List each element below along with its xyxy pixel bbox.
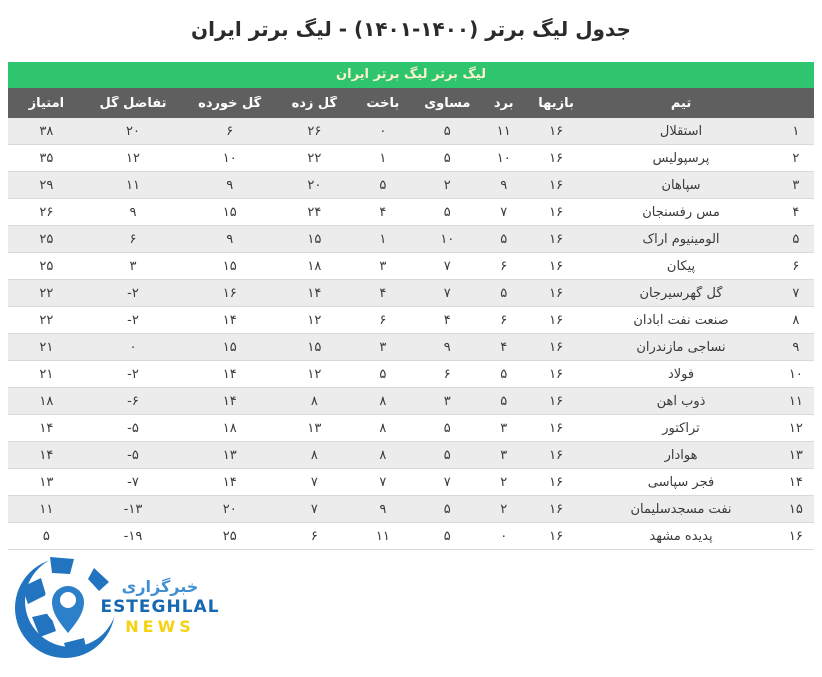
wins-cell: ۵ [500,393,508,409]
goals-against-cell: ۱۴ [222,366,237,382]
goal-diff-cell: ۲۰ [126,123,140,139]
draws-cell: ۳ [443,393,451,409]
goals-for-cell: ۸ [310,447,318,463]
points-cell: ۱۴ [39,447,54,463]
goals-for-cell: ۸ [310,393,318,409]
goals-for-cell: ۱۵ [307,231,322,247]
played-cell: ۱۶ [549,285,564,301]
team-name-cell: فولاد [667,366,695,382]
rank-cell: ۱۰ [788,366,803,382]
col-goal-diff-header: تفاضل گل [99,95,167,111]
col-goals-for-header: گل زده [291,95,338,111]
logo-agency-label: خبرگزاری [121,577,199,596]
goal-diff-cell: -۵ [127,447,139,463]
table-row [8,145,814,172]
points-cell: ۱۳ [39,474,54,490]
losses-cell: ۰ [379,123,387,139]
table-row [8,253,814,280]
table-row [8,496,814,523]
draws-cell: ۵ [443,123,451,139]
draws-cell: ۹ [443,339,451,355]
wins-cell: ۱۰ [496,150,511,166]
goals-against-cell: ۱۰ [222,150,237,166]
team-name-cell: ذوب آهن [656,393,706,409]
team-name-cell: پیکان [666,258,696,274]
losses-cell: ۵ [379,366,387,382]
goals-for-cell: ۱۸ [307,258,322,274]
played-cell: ۱۶ [549,258,564,274]
goal-diff-cell: ۹ [129,204,137,220]
rank-cell: ۳ [792,177,800,193]
wins-cell: ۰ [500,528,508,544]
goals-against-cell: ۱۴ [222,393,237,409]
goals-for-cell: ۱۲ [307,312,322,328]
goals-for-cell: ۱۳ [307,420,322,436]
wins-cell: ۱۱ [496,123,511,139]
col-goals-against-header: گل خورده [198,95,262,111]
played-cell: ۱۶ [549,474,564,490]
draws-cell: ۵ [443,501,451,517]
wins-cell: ۴ [500,339,508,355]
goals-against-cell: ۱۴ [222,474,237,490]
team-name-cell: صنعت نفت آبادان [633,312,729,328]
table-row [8,226,814,253]
table-body [8,118,814,550]
goals-against-cell: ۱۸ [222,420,237,436]
team-name-cell: هوادار [664,447,698,463]
played-cell: ۱۶ [549,393,564,409]
played-cell: ۱۶ [549,501,564,517]
goals-for-cell: ۲۶ [307,123,322,139]
team-name-cell: فجر سپاسی [647,474,715,490]
team-name-cell: استقلال [659,123,703,139]
goal-diff-cell: -۶ [127,393,139,409]
rank-cell: ۹ [792,339,800,355]
points-cell: ۱۱ [39,501,54,517]
table-row [8,361,814,388]
losses-cell: ۸ [379,420,387,436]
points-cell: ۲۵ [39,258,54,274]
wins-cell: ۳ [500,447,508,463]
losses-cell: ۷ [379,474,387,490]
goals-for-cell: ۱۲ [307,366,322,382]
losses-cell: ۳ [379,339,387,355]
goal-diff-cell: -۱۹ [123,528,143,544]
wins-cell: ۶ [500,258,508,274]
draws-cell: ۵ [443,447,451,463]
draws-cell: ۴ [443,312,451,328]
rank-cell: ۱۲ [788,420,803,436]
goals-against-cell: ۶ [226,123,234,139]
goals-for-cell: ۲۰ [307,177,322,193]
col-draws-header: مساوی [424,95,471,111]
rank-cell: ۱۵ [788,501,803,517]
points-cell: ۲۱ [39,339,54,355]
goals-against-cell: ۹ [226,177,234,193]
wins-cell: ۹ [500,177,508,193]
played-cell: ۱۶ [549,366,564,382]
rank-cell: ۲ [792,150,800,166]
standings-table [8,88,814,550]
goals-against-cell: ۱۵ [222,204,237,220]
wins-cell: ۲ [500,474,508,490]
draws-cell: ۵ [443,420,451,436]
logo-text-block [90,577,230,637]
losses-cell: ۸ [379,447,387,463]
goals-against-cell: ۱۴ [222,312,237,328]
goals-for-cell: ۲۴ [307,204,322,220]
losses-cell: ۶ [379,312,387,328]
draws-cell: ۵ [443,150,451,166]
team-name-cell: نفت مسجدسلیمان [630,501,732,517]
goal-diff-cell: ۱۱ [126,177,140,193]
col-points-header: امتیاز [28,95,65,111]
losses-cell: ۱۱ [375,528,390,544]
wins-cell: ۶ [500,312,508,328]
table-row [8,118,814,145]
news-agency-logo [12,555,242,665]
table-row [8,523,814,550]
col-played-header: بازیها [538,95,574,111]
table-header-row [8,88,814,118]
points-cell: ۲۱ [39,366,54,382]
points-cell: ۲۲ [39,312,54,328]
rank-cell: ۱ [792,123,800,139]
team-name-cell: مس رفسنجان [642,204,720,220]
points-cell: ۱۸ [39,393,54,409]
col-wins-header: برد [493,95,514,111]
wins-cell: ۳ [500,420,508,436]
team-name-cell: تراکتور [662,420,700,436]
team-name-cell: پرسپولیس [652,150,710,166]
team-name-cell: پدیده مشهد [649,528,713,544]
table-row [8,442,814,469]
wins-cell: ۵ [500,285,508,301]
goals-for-cell: ۷ [310,474,318,490]
table-row [8,172,814,199]
points-cell: ۳۵ [39,150,54,166]
points-cell: ۳۸ [39,123,54,139]
draws-cell: ۵ [443,528,451,544]
rank-cell: ۱۶ [788,528,803,544]
goals-against-cell: ۲۰ [222,501,237,517]
points-cell: ۲۵ [39,231,54,247]
goals-for-cell: ۱۴ [307,285,322,301]
goals-against-cell: ۱۵ [222,339,237,355]
points-cell: ۲۹ [39,177,54,193]
played-cell: ۱۶ [549,447,564,463]
points-cell: ۲۲ [39,285,54,301]
losses-cell: ۳ [379,258,387,274]
draws-cell: ۱۰ [440,231,455,247]
goals-for-cell: ۲۲ [307,150,322,166]
points-cell: ۲۶ [39,204,54,220]
draws-cell: ۶ [443,366,451,382]
table-row [8,199,814,226]
goal-diff-cell: -۱۳ [123,501,143,517]
goal-diff-cell: ۶ [129,231,137,247]
team-name-cell: سپاهان [661,177,701,193]
losses-cell: ۵ [379,177,387,193]
goal-diff-cell: -۲ [127,366,139,382]
draws-cell: ۷ [443,258,451,274]
goals-against-cell: ۱۳ [222,447,237,463]
logo-news-label: NEWS [125,617,195,636]
wins-cell: ۵ [500,366,508,382]
league-banner: لیگ برتر لیگ برتر ایران [8,62,814,88]
goal-diff-cell: -۵ [127,420,139,436]
rank-cell: ۶ [792,258,800,274]
rank-cell: ۷ [792,285,800,301]
team-name-cell: گل گهرسیرجان [639,285,723,301]
goal-diff-cell: -۲ [127,312,139,328]
played-cell: ۱۶ [549,339,564,355]
losses-cell: ۸ [379,393,387,409]
losses-cell: ۱ [379,150,387,166]
played-cell: ۱۶ [549,528,564,544]
played-cell: ۱۶ [549,204,564,220]
played-cell: ۱۶ [549,420,564,436]
page-title: جدول لیگ برتر (۱۴۰۰-۱۴۰۱) - لیگ برتر ایران [191,17,631,41]
draws-cell: ۷ [443,474,451,490]
losses-cell: ۱ [379,231,387,247]
losses-cell: ۴ [379,285,387,301]
wins-cell: ۲ [500,501,508,517]
rank-cell: ۴ [792,204,800,220]
draws-cell: ۷ [443,285,451,301]
table-row [8,388,814,415]
logo-esteghlal-label: ESTEGHLAL [100,597,220,617]
table-row [8,307,814,334]
draws-cell: ۲ [443,177,451,193]
wins-cell: ۵ [500,231,508,247]
played-cell: ۱۶ [549,177,564,193]
rank-cell: ۱۴ [788,474,803,490]
goal-diff-cell: ۱۲ [126,150,140,166]
goals-against-cell: ۱۶ [222,285,237,301]
points-cell: ۵ [42,528,50,544]
goals-for-cell: ۱۵ [307,339,322,355]
table-row [8,415,814,442]
draws-cell: ۵ [443,204,451,220]
losses-cell: ۴ [379,204,387,220]
col-losses-header: باخت [366,95,400,111]
table-row [8,469,814,496]
goals-for-cell: ۶ [310,528,318,544]
goals-for-cell: ۷ [310,501,318,517]
played-cell: ۱۶ [549,312,564,328]
goal-diff-cell: ۳ [129,258,137,274]
rank-cell: ۵ [792,231,800,247]
rank-cell: ۸ [792,312,800,328]
goal-diff-cell: -۲ [127,285,139,301]
goal-diff-cell: ۰ [129,339,137,355]
table-row [8,334,814,361]
played-cell: ۱۶ [549,123,564,139]
rank-cell: ۱۱ [788,393,803,409]
wins-cell: ۷ [500,204,508,220]
table-row [8,280,814,307]
played-cell: ۱۶ [549,231,564,247]
played-cell: ۱۶ [549,150,564,166]
goals-against-cell: ۱۵ [222,258,237,274]
goals-against-cell: ۲۵ [222,528,237,544]
goals-against-cell: ۹ [226,231,234,247]
team-name-cell: نساجی مازندران [636,339,726,355]
losses-cell: ۹ [379,501,387,517]
col-team-header: تیم [670,95,692,111]
points-cell: ۱۴ [39,420,54,436]
rank-cell: ۱۳ [788,447,803,463]
team-name-cell: آلومینیوم اراک [642,231,720,247]
goal-diff-cell: -۷ [127,474,139,490]
